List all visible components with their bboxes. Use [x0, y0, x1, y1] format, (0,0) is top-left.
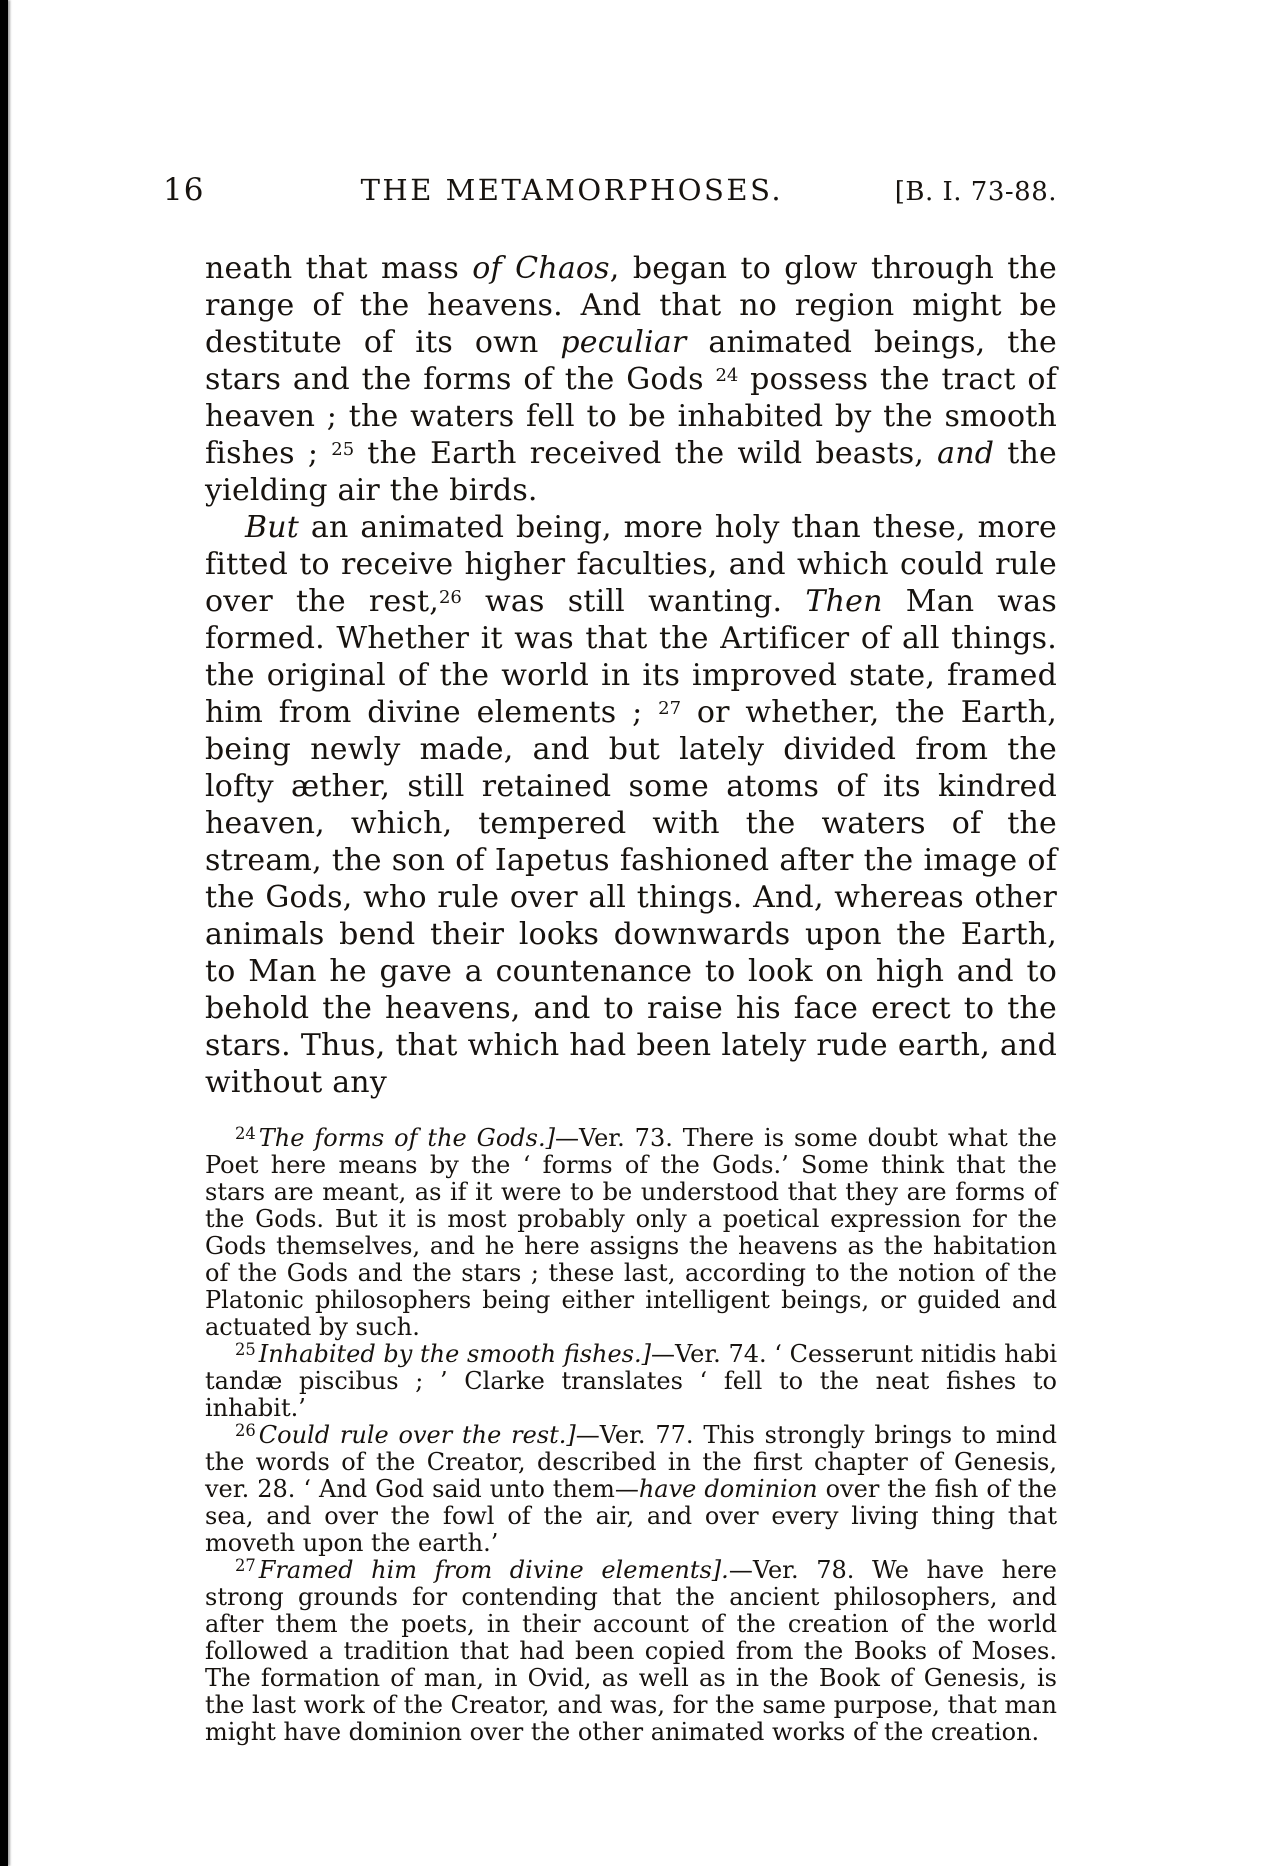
footnote-reference: 25	[331, 438, 355, 460]
page-number: 16	[163, 172, 205, 208]
book-line-reference: [B. I. 73-88.	[894, 177, 1057, 207]
footnote-reference: 27	[658, 697, 682, 719]
footnote-marker: 24	[235, 1124, 256, 1144]
footnote-marker: 26	[235, 1421, 256, 1441]
page-content	[163, 0, 1058, 1746]
main-text	[205, 250, 1057, 1101]
footnote: $^{27}$ Framed him from divine elements].—Ver. 78. We have here strong grounds for contending that the ancient philosophers, and after them the poets, in their account of the creation of the world followed a tradition that had been copied from the Books of Moses. The formation of man, in Ovid, as well as in the Book of Genesis, is the last work of the Creator, and was, for the same purpose, that man might have dominion over the other animated works of the creation.	[205, 1556, 1057, 1746]
footnotes-section	[205, 1125, 1057, 1746]
body-paragraph: But an animated being, more holy than these, more fitted to receive higher faculties, and which could rule over the rest,$^{26}$ was still wanting. Then Man was formed. Whether it was that the Artificer of all things. the original of the world in its improved state, framed him from divine elements ; $^{27}$ or whether, the Earth, being newly made, and but lately divided from the lofty æther, still retained some atoms of its kindred heaven, which, tempered with the waters of the stream, the son of Iapetus fashioned after the image of the Gods, who rule over all things. And, whereas other animals bend their looks downwards upon the Earth, to Man he gave a countenance to look on high and to behold the heavens, and to raise his face erect to the stars. Thus, that which had been lately rude earth, and without any	[205, 510, 1057, 1100]
footnote: $^{26}$ Could rule over the rest.]—Ver. 77. This strongly brings to mind the words of the Creator, described in the first chapter of Genesis, ver. 28. ‘ And God said unto them—have dominion over the fish of the sea, and over the fowl of the air, and over every living thing that moveth upon the earth.’	[205, 1421, 1058, 1557]
footnote-marker: 27	[235, 1556, 256, 1576]
footnote: $^{24}$ The forms of the Gods.]—Ver. 73. There is some doubt what the Poet here means by the ‘ forms of the Gods.’ Some think that the stars are meant, as if it were to be understood that they are forms of the Gods. But it is most probably only a poetical expression for the Gods themselves, and he here assigns the heavens as the habitation of the Gods and the stars ; these last, according to the notion of the Platonic philosophers being either intelligent beings, or guided and actuated by such.	[205, 1124, 1057, 1341]
page-header	[163, 172, 1057, 208]
footnote-reference: 24	[715, 364, 739, 386]
running-title: THE METAMORPHOSES.	[360, 173, 784, 207]
body-paragraph: neath that mass of Chaos, began to glow through the range of the heavens. And that no region might be destitute of its own peculiar animated beings, the stars and the forms of the Gods $^{24}$ possess the tract of heaven ; the waters fell to be inhabited by the smooth fishes ; $^{25}$ the Earth received the wild beasts, and the yielding air the birds.	[205, 251, 1058, 508]
footnote-reference: 26	[438, 586, 462, 608]
footnote-marker: 25	[235, 1340, 256, 1360]
scan-edge-left	[0, 0, 8, 1866]
footnote: $^{25}$ Inhabited by the smooth fishes.]—Ver. 74. ‘ Cesserunt nitidis habi tandæ piscibus ; ’ Clarke translates ‘ fell to the neat fishes to inhabit.’	[205, 1340, 1057, 1422]
